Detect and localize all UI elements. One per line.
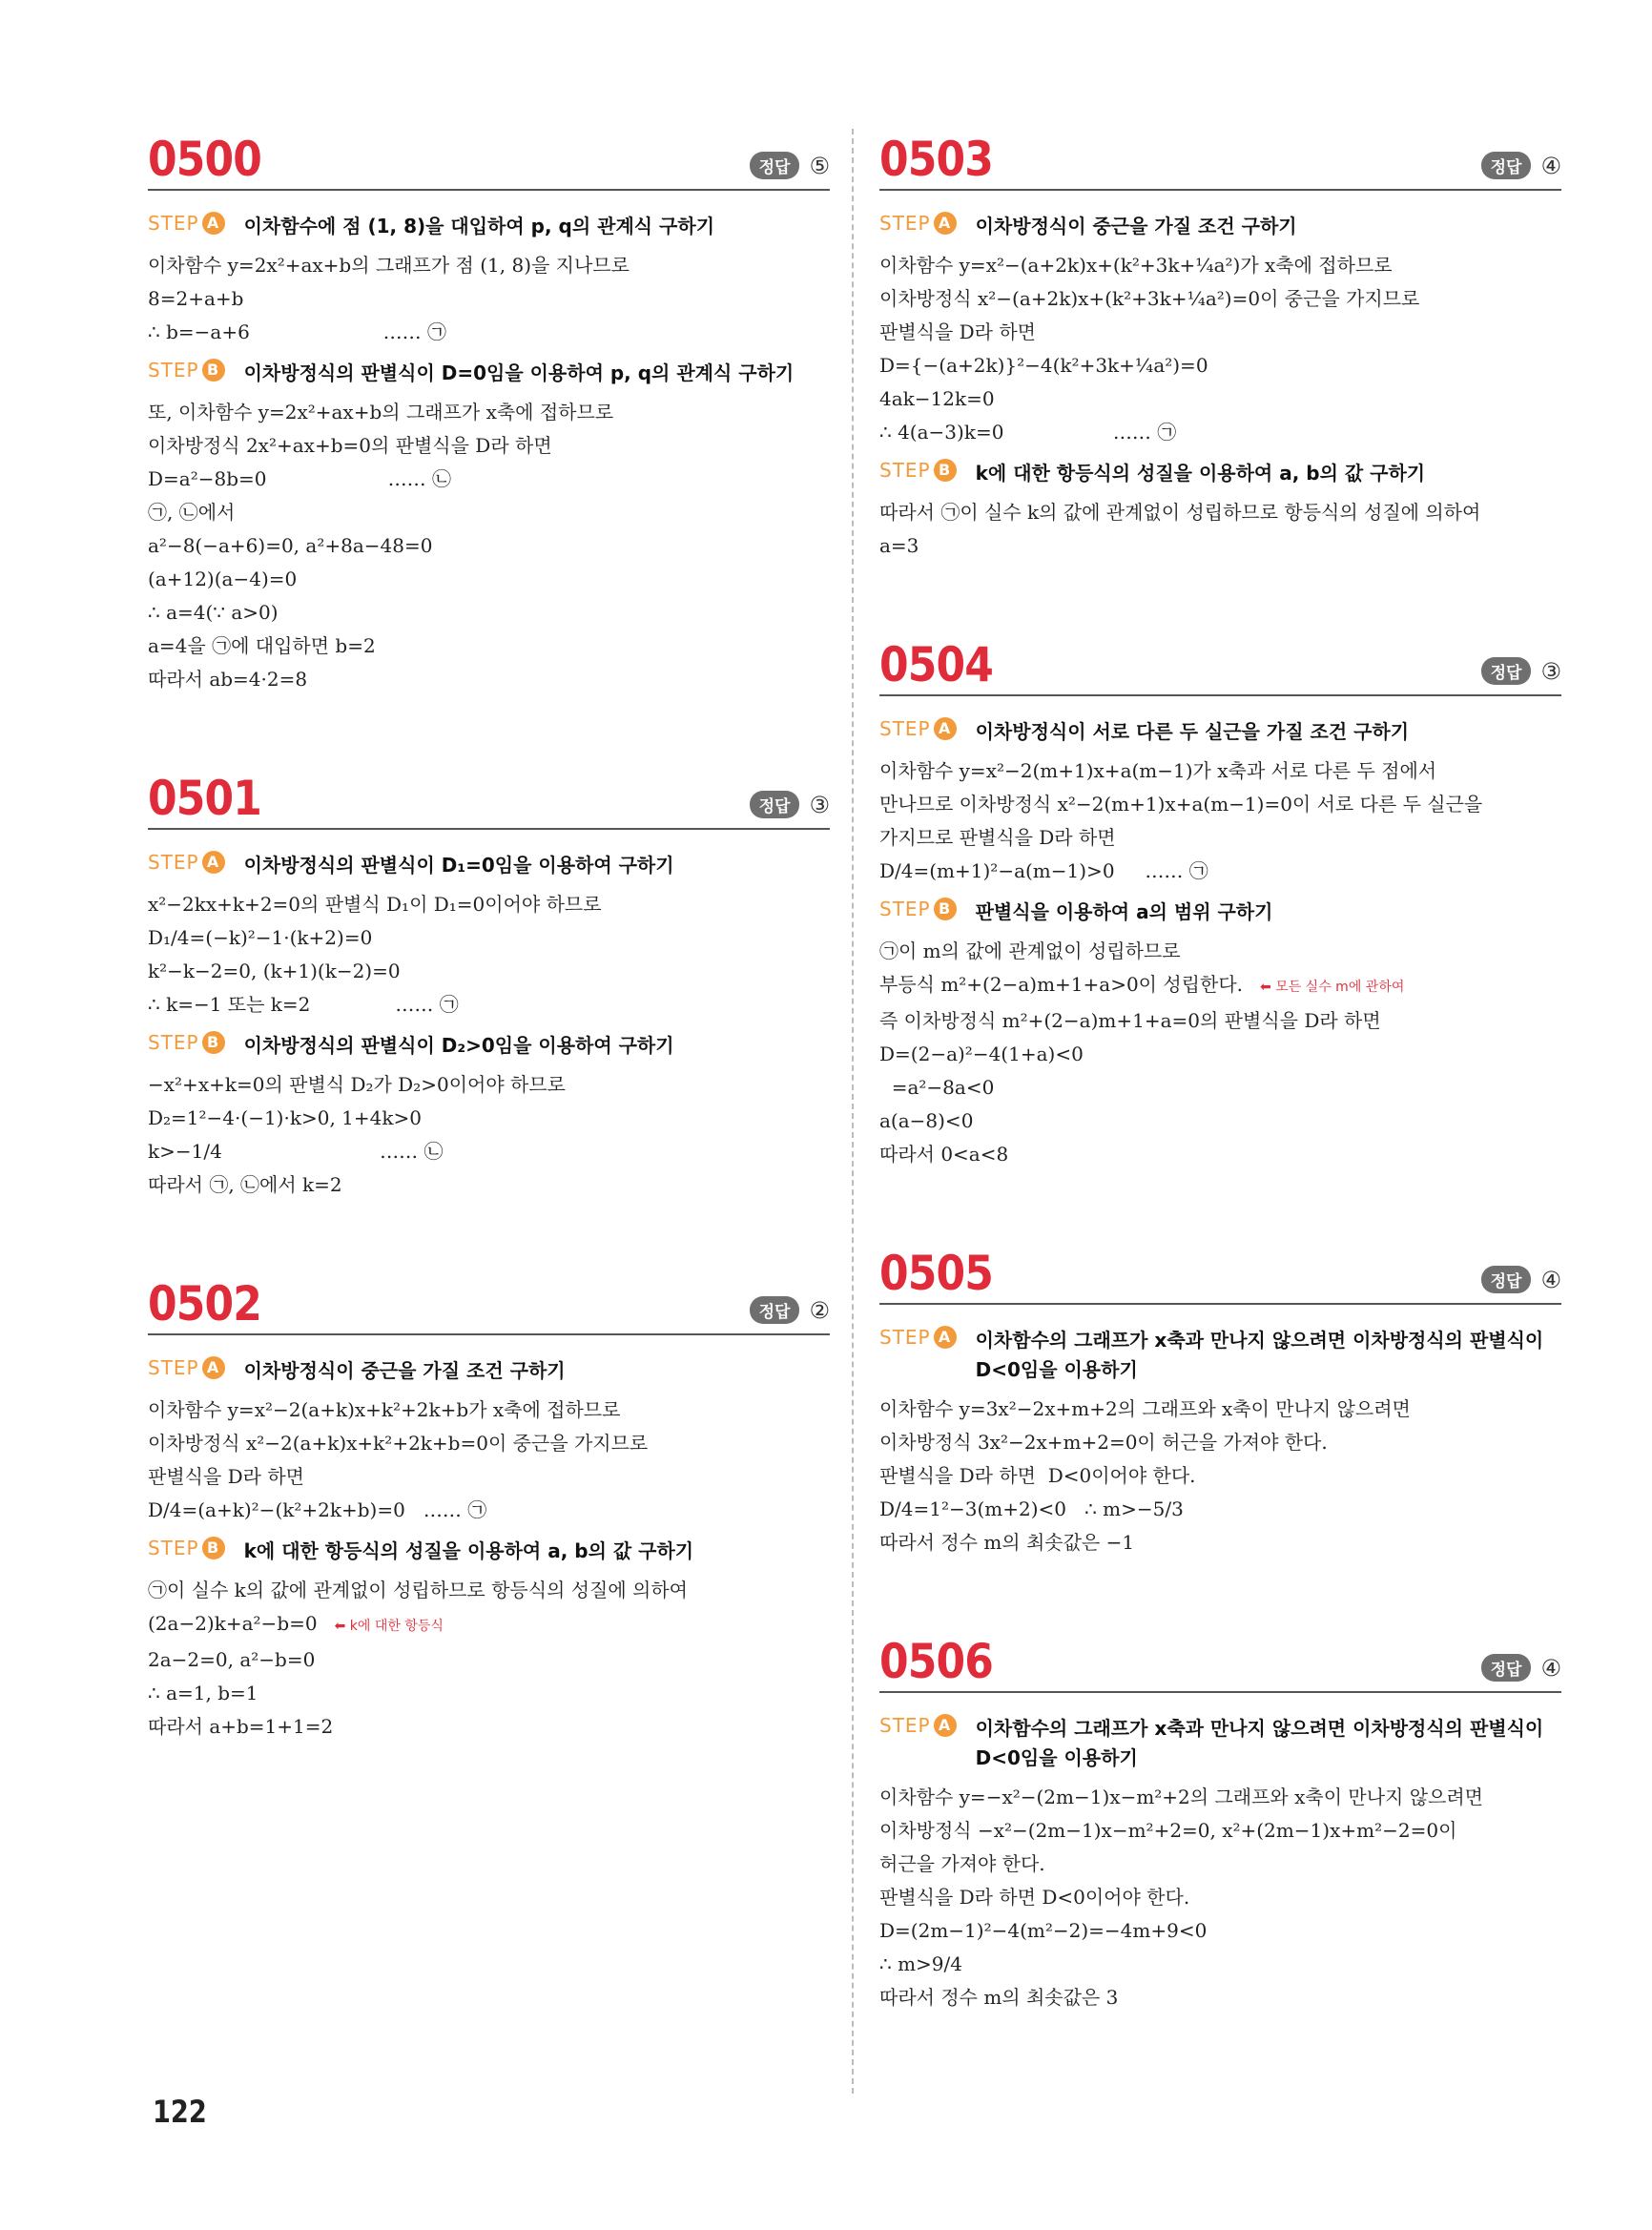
answer-value: ⑤ bbox=[809, 152, 830, 179]
solution-line bbox=[879, 754, 1561, 788]
problem-0503 bbox=[879, 124, 1561, 563]
solution-text: D=(2−a)²−4(1+a)<0 bbox=[879, 1043, 1084, 1065]
answer-badge bbox=[750, 1296, 830, 1324]
solution-text: a²−8(−a+6)=0, a²+8a−48=0 bbox=[148, 534, 433, 557]
solution-line bbox=[148, 1574, 830, 1607]
left-column bbox=[148, 124, 830, 1810]
solution-text: ㉠이 실수 k의 값에 관계없이 성립하므로 항등식의 성질에 의하여 bbox=[148, 1579, 688, 1601]
step-heading bbox=[879, 1714, 1561, 1773]
answer-badge bbox=[1481, 152, 1561, 179]
solution-text: 따라서 ㉠, ㉡에서 k=2 bbox=[148, 1173, 342, 1196]
answer-label: 정답 bbox=[750, 791, 800, 818]
step-heading bbox=[148, 359, 830, 388]
step-tag bbox=[148, 359, 225, 382]
step-letter: A bbox=[202, 212, 225, 235]
solution-line bbox=[148, 1643, 830, 1677]
answer-value: ③ bbox=[809, 791, 830, 818]
solution-line bbox=[879, 788, 1561, 821]
solution-line bbox=[879, 1814, 1561, 1848]
solution-text: a=3 bbox=[879, 534, 919, 557]
solution-text: 따라서 a+b=1+1=2 bbox=[148, 1715, 334, 1738]
answer-badge bbox=[750, 152, 830, 179]
solution-line bbox=[148, 1607, 830, 1643]
solution-line bbox=[148, 429, 830, 463]
solution-line bbox=[148, 1427, 830, 1460]
solution-text: 따라서 ㉠이 실수 k의 값에 관계없이 성립하므로 항등식의 성질에 의하여 bbox=[879, 501, 1481, 524]
solution-text: 판별식을 D라 하면 D<0이어야 한다. bbox=[879, 1464, 1196, 1487]
answer-value: ④ bbox=[1540, 1654, 1561, 1682]
solution-text: =a²−8a<0 bbox=[879, 1076, 995, 1099]
step-word: STEP bbox=[148, 1356, 199, 1379]
solution-line bbox=[879, 282, 1561, 316]
solution-line bbox=[879, 529, 1561, 563]
page-number: 122 bbox=[153, 2094, 207, 2130]
solution-line bbox=[879, 416, 1561, 449]
solution-text: ∴ b=−a+6 …… ㉠ bbox=[148, 320, 447, 343]
step-tag bbox=[148, 1031, 225, 1054]
solution-line bbox=[879, 1426, 1561, 1459]
solution-line bbox=[148, 529, 830, 563]
solution-text: 4ak−12k=0 bbox=[879, 387, 995, 410]
step-title: 이차방정식이 중근을 가질 조건 구하기 bbox=[243, 1359, 566, 1382]
answer-badge bbox=[750, 791, 830, 818]
step-title: k에 대한 항등식의 성질을 이용하여 a, b의 값 구하기 bbox=[243, 1539, 694, 1562]
step-letter: B bbox=[934, 898, 957, 920]
solution-text: −x²+x+k=0의 판별식 D₂가 D₂>0이어야 하므로 bbox=[148, 1073, 566, 1096]
solution-line bbox=[879, 821, 1561, 855]
solution-text: 이차방정식 x²−(a+2k)x+(k²+3k+¼a²)=0이 중근을 가지므로 bbox=[879, 287, 1420, 310]
solution-text: 따라서 정수 m의 최솟값은 3 bbox=[879, 1986, 1119, 2009]
step-tag bbox=[148, 1537, 225, 1559]
problem-number: 0502 bbox=[148, 1276, 261, 1332]
solution-text: D₁/4=(−k)²−1·(k+2)=0 bbox=[148, 926, 373, 949]
solution-line bbox=[879, 1848, 1561, 1881]
solution-text: 부등식 m²+(2−a)m+1+a>0이 성립한다. bbox=[879, 973, 1243, 996]
step-word: STEP bbox=[879, 1326, 931, 1349]
problem-0501 bbox=[148, 763, 830, 1202]
solution-line bbox=[879, 1526, 1561, 1559]
solution-line bbox=[879, 1004, 1561, 1038]
step-heading bbox=[879, 898, 1561, 927]
solution-text: 따라서 ab=4·2=8 bbox=[148, 668, 308, 691]
problem-header bbox=[879, 1626, 1561, 1693]
answer-value: ④ bbox=[1540, 1266, 1561, 1293]
right-column bbox=[879, 124, 1561, 2081]
step-title: 이차방정식의 판별식이 D₂>0임을 이용하여 구하기 bbox=[243, 1034, 674, 1057]
step-heading bbox=[879, 1326, 1561, 1385]
side-note: ⬅ 모든 실수 m에 관하여 bbox=[1260, 980, 1405, 995]
solution-line bbox=[879, 1981, 1561, 2014]
solution-text: ㉠, ㉡에서 bbox=[148, 501, 236, 524]
solution-line bbox=[148, 1494, 830, 1527]
solution-text: 이차방정식 3x²−2x+m+2=0이 허근을 가져야 한다. bbox=[879, 1431, 1328, 1454]
solution-text: 이차함수 y=2x²+ax+b의 그래프가 점 (1, 8)을 지나므로 bbox=[148, 254, 630, 277]
solution-text: (2a−2)k+a²−b=0 bbox=[148, 1612, 318, 1635]
step-title: 이차함수에 점 (1, 8)을 대입하여 p, q의 관계식 구하기 bbox=[243, 215, 715, 237]
answer-label: 정답 bbox=[1481, 1654, 1532, 1682]
solution-text: x²−2kx+k+2=0의 판별식 D₁이 D₁=0이어야 하므로 bbox=[148, 893, 602, 916]
step-word: STEP bbox=[148, 359, 199, 382]
solution-line bbox=[148, 1710, 830, 1744]
solution-line bbox=[879, 1071, 1561, 1105]
solution-text: 이차방정식 −x²−(2m−1)x−m²+2=0, x²+(2m−1)x+m²−2=0이 bbox=[879, 1819, 1457, 1842]
step-heading bbox=[148, 1356, 830, 1386]
step-title: 이차함수의 그래프가 x축과 만나지 않으려면 이차방정식의 판별식이 D<0임을 이용하기 bbox=[975, 1329, 1544, 1381]
solution-text: (a+12)(a−4)=0 bbox=[148, 568, 298, 590]
step-word: STEP bbox=[879, 898, 931, 920]
step-heading bbox=[879, 212, 1561, 241]
step-letter: A bbox=[934, 1326, 957, 1349]
solution-line bbox=[879, 249, 1561, 282]
solution-text: 이차함수 y=x²−2(m+1)x+a(m−1)가 x축과 서로 다른 두 점에서 bbox=[879, 759, 1437, 782]
step-title: 판별식을 이용하여 a의 범위 구하기 bbox=[975, 900, 1273, 923]
solution-text: D={−(a+2k)}²−4(k²+3k+¼a²)=0 bbox=[879, 354, 1208, 377]
step-tag bbox=[879, 1714, 957, 1737]
step-word: STEP bbox=[148, 1537, 199, 1559]
step-title: 이차방정식이 서로 다른 두 실근을 가질 조건 구하기 bbox=[975, 720, 1410, 743]
solution-line bbox=[879, 1781, 1561, 1814]
solution-line bbox=[879, 968, 1561, 1004]
solution-line bbox=[148, 463, 830, 496]
solution-line bbox=[879, 316, 1561, 349]
problem-0505 bbox=[879, 1238, 1561, 1559]
solution-line bbox=[148, 1394, 830, 1427]
solution-line bbox=[148, 1677, 830, 1710]
solution-text: k²−k−2=0, (k+1)(k−2)=0 bbox=[148, 960, 401, 982]
solution-text: D=(2m−1)²−4(m²−2)=−4m+9<0 bbox=[879, 1919, 1208, 1942]
problem-number: 0505 bbox=[879, 1246, 993, 1301]
solution-line bbox=[148, 563, 830, 596]
solution-text: 2a−2=0, a²−b=0 bbox=[148, 1648, 316, 1671]
solution-line bbox=[879, 935, 1561, 968]
problem-number: 0503 bbox=[879, 132, 993, 187]
step-heading bbox=[148, 1031, 830, 1061]
solution-text: 이차함수 y=3x²−2x+m+2의 그래프와 x축이 만나지 않으려면 bbox=[879, 1397, 1411, 1420]
step-word: STEP bbox=[148, 851, 199, 874]
answer-label: 정답 bbox=[1481, 1266, 1532, 1293]
problem-number: 0500 bbox=[148, 132, 261, 187]
answer-badge bbox=[1481, 1266, 1561, 1293]
step-tag bbox=[879, 717, 957, 740]
solution-text: 따라서 정수 m의 최솟값은 −1 bbox=[879, 1531, 1135, 1554]
step-letter: B bbox=[202, 359, 225, 382]
solution-text: 허근을 가져야 한다. bbox=[879, 1852, 1045, 1875]
solution-line bbox=[879, 1881, 1561, 1914]
step-tag bbox=[148, 1356, 225, 1379]
step-heading bbox=[148, 851, 830, 880]
step-tag bbox=[879, 1326, 957, 1349]
solution-text: 이차함수 y=x²−(a+2k)x+(k²+3k+¼a²)가 x축에 접하므로 bbox=[879, 254, 1393, 277]
solution-line bbox=[879, 496, 1561, 529]
solution-line bbox=[148, 955, 830, 988]
step-letter: B bbox=[934, 459, 957, 482]
step-letter: A bbox=[934, 212, 957, 235]
step-letter: A bbox=[934, 1714, 957, 1737]
solution-line bbox=[879, 1138, 1561, 1171]
problem-0506 bbox=[879, 1626, 1561, 2014]
step-heading bbox=[879, 459, 1561, 488]
step-word: STEP bbox=[148, 1031, 199, 1054]
solution-line bbox=[879, 1914, 1561, 1948]
solution-text: ∴ a=4(∵ a>0) bbox=[148, 601, 279, 624]
solution-line bbox=[148, 663, 830, 696]
solution-line bbox=[148, 630, 830, 663]
solution-line bbox=[879, 855, 1561, 888]
step-title: 이차방정식이 중근을 가질 조건 구하기 bbox=[975, 215, 1297, 237]
solution-line bbox=[879, 349, 1561, 382]
problem-number: 0504 bbox=[879, 637, 993, 692]
solution-line bbox=[148, 1168, 830, 1202]
solution-line bbox=[148, 596, 830, 630]
solution-text: 8=2+a+b bbox=[148, 287, 244, 310]
step-heading bbox=[148, 212, 830, 241]
solution-line bbox=[148, 316, 830, 349]
solution-line bbox=[148, 1068, 830, 1102]
solution-text: 판별식을 D라 하면 D<0이어야 한다. bbox=[879, 1886, 1190, 1909]
step-word: STEP bbox=[148, 212, 199, 235]
step-word: STEP bbox=[879, 717, 931, 740]
solution-line bbox=[879, 382, 1561, 416]
step-heading bbox=[148, 1537, 830, 1566]
problem-header bbox=[879, 1238, 1561, 1305]
step-letter: B bbox=[202, 1031, 225, 1054]
answer-value: ② bbox=[809, 1296, 830, 1324]
problem-header bbox=[879, 630, 1561, 696]
solution-text: 이차방정식 2x²+ax+b=0의 판별식을 D라 하면 bbox=[148, 434, 552, 457]
answer-label: 정답 bbox=[1481, 152, 1532, 179]
solution-line bbox=[879, 1459, 1561, 1493]
answer-badge bbox=[1481, 1654, 1561, 1682]
answer-label: 정답 bbox=[750, 1296, 800, 1324]
step-word: STEP bbox=[879, 212, 931, 235]
solution-text: 이차함수 y=x²−2(a+k)x+k²+2k+b가 x축에 접하므로 bbox=[148, 1398, 621, 1421]
solution-text: 가지므로 판별식을 D라 하면 bbox=[879, 826, 1116, 849]
problem-number: 0501 bbox=[148, 771, 261, 826]
problem-header bbox=[879, 124, 1561, 191]
solution-line bbox=[879, 1038, 1561, 1071]
solution-text: D/4=(a+k)²−(k²+2k+b)=0 …… ㉠ bbox=[148, 1498, 487, 1521]
step-tag bbox=[148, 212, 225, 235]
step-title: k에 대한 항등식의 성질을 이용하여 a, b의 값 구하기 bbox=[975, 462, 1426, 485]
solution-line bbox=[879, 1393, 1561, 1426]
solution-line bbox=[148, 282, 830, 316]
solution-line bbox=[148, 496, 830, 529]
solution-line bbox=[879, 1105, 1561, 1138]
solution-line bbox=[148, 888, 830, 921]
solution-text: 따라서 0<a<8 bbox=[879, 1143, 1009, 1166]
solution-line bbox=[148, 921, 830, 955]
answer-value: ③ bbox=[1540, 657, 1561, 685]
solution-text: ∴ k=−1 또는 k=2 …… ㉠ bbox=[148, 993, 459, 1016]
answer-badge bbox=[1481, 657, 1561, 685]
step-word: STEP bbox=[879, 1714, 931, 1737]
problem-header bbox=[148, 124, 830, 191]
solution-text: D=a²−8b=0 …… ㉡ bbox=[148, 467, 452, 490]
solution-line bbox=[148, 1102, 830, 1135]
solution-text: D/4=(m+1)²−a(m−1)>0 …… ㉠ bbox=[879, 859, 1208, 882]
step-title: 이차함수의 그래프가 x축과 만나지 않으려면 이차방정식의 판별식이 D<0임을 이용하기 bbox=[975, 1717, 1544, 1769]
answer-value: ④ bbox=[1540, 152, 1561, 179]
solution-text: 즉 이차방정식 m²+(2−a)m+1+a=0의 판별식을 D라 하면 bbox=[879, 1009, 1381, 1032]
step-tag bbox=[879, 212, 957, 235]
answer-label: 정답 bbox=[750, 152, 800, 179]
step-letter: B bbox=[202, 1537, 225, 1559]
step-title: 이차방정식의 판별식이 D₁=0임을 이용하여 구하기 bbox=[243, 854, 674, 877]
column-divider bbox=[852, 129, 854, 2094]
solution-text: D/4=1²−3(m+2)<0 ∴ m>−5/3 bbox=[879, 1497, 1184, 1520]
solution-text: ∴ a=1, b=1 bbox=[148, 1682, 258, 1704]
solution-line bbox=[148, 1460, 830, 1494]
solution-line bbox=[148, 1135, 830, 1168]
solution-text: 판별식을 D라 하면 bbox=[879, 320, 1036, 343]
solution-text: ∴ 4(a−3)k=0 …… ㉠ bbox=[879, 421, 1177, 444]
problem-0504 bbox=[879, 630, 1561, 1171]
step-heading bbox=[879, 717, 1561, 747]
solution-text: k>−1/4 …… ㉡ bbox=[148, 1140, 444, 1163]
solution-text: ∴ m>9/4 bbox=[879, 1952, 962, 1975]
problem-0502 bbox=[148, 1269, 830, 1744]
solution-text: 만나므로 이차방정식 x²−2(m+1)x+a(m−1)=0이 서로 다른 두 실근을 bbox=[879, 793, 1483, 816]
answer-label: 정답 bbox=[1481, 657, 1532, 685]
solution-text: a=4을 ㉠에 대입하면 b=2 bbox=[148, 634, 376, 657]
solution-line bbox=[148, 396, 830, 429]
solution-text: 또, 이차함수 y=2x²+ax+b의 그래프가 x축에 접하므로 bbox=[148, 401, 614, 423]
solution-text: D₂=1²−4·(−1)·k>0, 1+4k>0 bbox=[148, 1106, 422, 1129]
side-note: ⬅ k에 대한 항등식 bbox=[334, 1619, 444, 1634]
step-title: 이차방정식의 판별식이 D=0임을 이용하여 p, q의 관계식 구하기 bbox=[243, 361, 795, 384]
problem-header bbox=[148, 763, 830, 830]
solution-line bbox=[879, 1948, 1561, 1981]
solution-text: 이차방정식 x²−2(a+k)x+k²+2k+b=0이 중근을 가지므로 bbox=[148, 1432, 649, 1455]
solution-text: ㉠이 m의 값에 관계없이 성립하므로 bbox=[879, 939, 1181, 962]
step-letter: A bbox=[202, 1356, 225, 1379]
solution-line bbox=[148, 988, 830, 1022]
step-letter: A bbox=[202, 851, 225, 874]
solution-text: 이차함수 y=−x²−(2m−1)x−m²+2의 그래프와 x축이 만나지 않으려면 bbox=[879, 1786, 1483, 1808]
step-tag bbox=[879, 459, 957, 482]
solution-text: 판별식을 D라 하면 bbox=[148, 1465, 304, 1488]
solution-text: a(a−8)<0 bbox=[879, 1109, 974, 1132]
step-letter: A bbox=[934, 717, 957, 740]
step-tag bbox=[879, 898, 957, 920]
problem-0500 bbox=[148, 124, 830, 696]
solution-line bbox=[879, 1493, 1561, 1526]
solution-line bbox=[148, 249, 830, 282]
step-word: STEP bbox=[879, 459, 931, 482]
problem-header bbox=[148, 1269, 830, 1335]
problem-number: 0506 bbox=[879, 1634, 993, 1689]
step-tag bbox=[148, 851, 225, 874]
